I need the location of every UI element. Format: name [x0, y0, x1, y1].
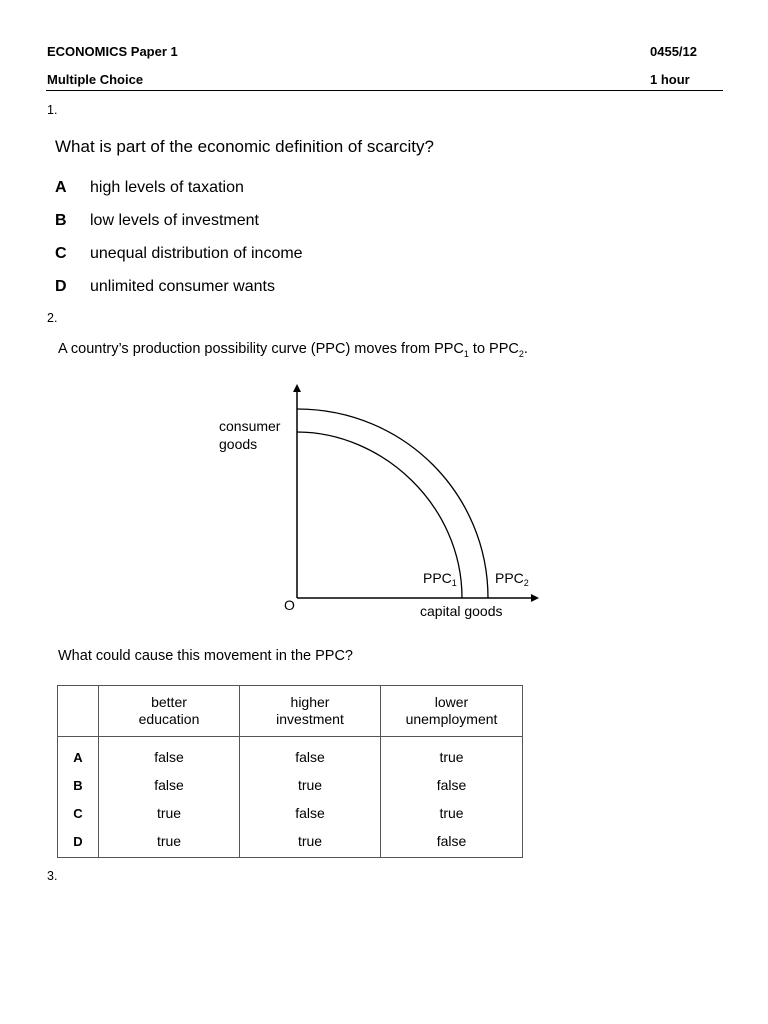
table-row [58, 771, 523, 799]
ppc1-label [423, 570, 457, 588]
header-cell: lower unemployment [381, 686, 523, 737]
exam-duration: 1 hour [650, 72, 690, 87]
option-letter: A [55, 179, 67, 196]
table-row [58, 827, 523, 858]
table-cell: false [381, 827, 523, 858]
table-header-row [58, 686, 523, 737]
table-cell: true [381, 799, 523, 827]
header-cell: higher investment [240, 686, 381, 737]
y-axis-label-line1: consumer [219, 418, 281, 434]
question-number: 2. [47, 311, 58, 325]
x-axis-label: capital goods [420, 603, 503, 619]
row-letter: A [58, 737, 99, 772]
ppc1-label-text: PPC [423, 570, 452, 586]
header-cell: better education [99, 686, 240, 737]
table-cell: false [381, 771, 523, 799]
stem-prefix: A country’s production possibility curve (PPC) moves from PPC [58, 341, 464, 357]
table-cell: true [99, 799, 240, 827]
exam-code: 0455/12 [650, 44, 697, 59]
table-cell: true [240, 771, 381, 799]
table-cell: true [381, 737, 523, 772]
question-number: 1. [47, 103, 58, 117]
option-text: low levels of investment [90, 212, 259, 229]
option-text: high levels of taxation [90, 179, 244, 196]
row-letter: B [58, 771, 99, 799]
table-cell: false [240, 737, 381, 772]
header-blank [58, 686, 99, 737]
row-letter: C [58, 799, 99, 827]
ppc2-label [495, 570, 529, 588]
ppc1-label-sub: 1 [451, 578, 457, 588]
option-text: unlimited consumer wants [90, 278, 275, 295]
stem-subscript: 1 [463, 348, 469, 359]
y-axis-label-line2: goods [219, 436, 258, 452]
stem-end: . [523, 341, 528, 357]
table-row [58, 737, 523, 772]
table-cell: false [240, 799, 381, 827]
paper-type: Multiple Choice [47, 72, 144, 87]
answer-table [57, 685, 523, 858]
row-letter: D [58, 827, 99, 858]
table-cell: false [99, 737, 240, 772]
ppc2-label-text: PPC [495, 570, 524, 586]
ppc2-label-sub: 2 [523, 578, 529, 588]
question-number: 3. [47, 869, 58, 883]
option-letter: D [55, 278, 67, 295]
table-cell: false [99, 771, 240, 799]
stem-subscript: 2 [518, 348, 524, 359]
table-cell: true [240, 827, 381, 858]
question-prompt: What could cause this movement in the PPC? [58, 648, 353, 664]
stem-middle: to PPC [468, 341, 519, 357]
option-letter: B [55, 212, 67, 229]
option-text: unequal distribution of income [90, 245, 303, 262]
table-row [58, 799, 523, 827]
question-stem: What is part of the economic definition of scarcity? [55, 137, 434, 156]
table-cell: true [99, 827, 240, 858]
exam-subject: ECONOMICS Paper 1 [47, 44, 178, 59]
origin-label: O [284, 597, 295, 613]
option-letter: C [55, 245, 67, 262]
